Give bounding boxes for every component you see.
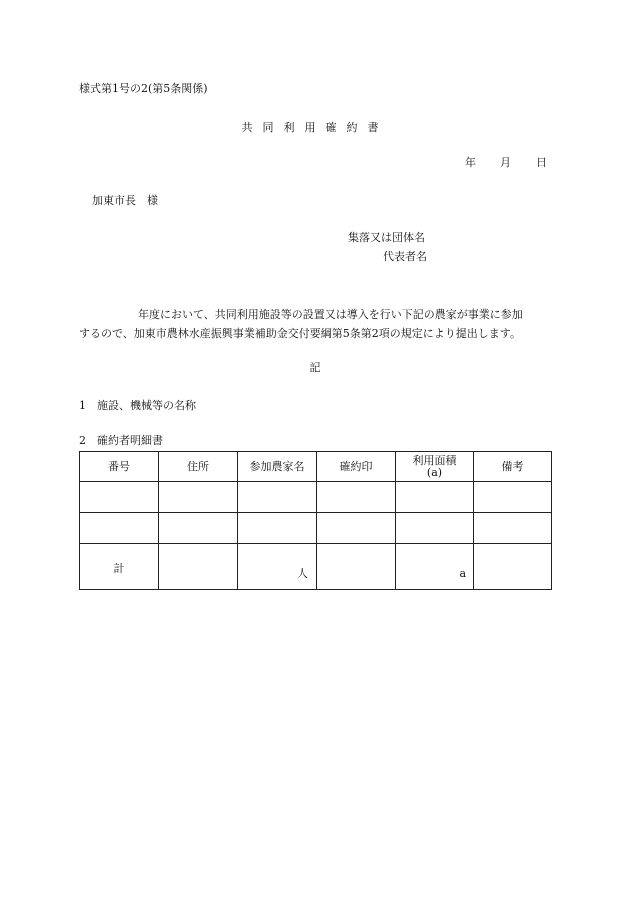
date-month-label: 月 bbox=[500, 156, 511, 169]
header-remarks: 備考 bbox=[474, 452, 552, 482]
cell-area[interactable] bbox=[396, 482, 474, 513]
total-remarks-cell[interactable] bbox=[474, 544, 552, 590]
cell-remarks[interactable] bbox=[474, 513, 552, 544]
document-title: 共同利用確約書 bbox=[241, 121, 389, 134]
total-label: 計 bbox=[113, 562, 125, 575]
header-seal: 確約印 bbox=[317, 452, 396, 482]
total-people-cell[interactable] bbox=[238, 544, 317, 590]
addressee: 加東市長 様 bbox=[92, 194, 158, 207]
cell-address[interactable] bbox=[159, 513, 238, 544]
pledger-table bbox=[79, 451, 552, 590]
total-address-cell bbox=[159, 544, 238, 590]
table-row bbox=[80, 513, 552, 544]
cell-area[interactable] bbox=[396, 513, 474, 544]
total-label-cell bbox=[80, 544, 159, 590]
date-day-label: 日 bbox=[536, 156, 547, 169]
cell-seal[interactable] bbox=[317, 482, 396, 513]
area-unit: a bbox=[459, 567, 466, 580]
table-header-row bbox=[80, 452, 552, 482]
total-seal-cell bbox=[317, 544, 396, 590]
cell-remarks[interactable] bbox=[474, 482, 552, 513]
header-area bbox=[396, 452, 474, 482]
group-name-label: 集落又は団体名 bbox=[348, 231, 425, 244]
body-paragraph bbox=[79, 305, 551, 343]
header-address: 住所 bbox=[159, 452, 238, 482]
form-number: 様式第1号の2(第5条関係) bbox=[79, 82, 208, 95]
header-area-label: 利用面積 bbox=[412, 453, 457, 467]
item-facility-name: 1 施設、機械等の名称 bbox=[79, 399, 196, 412]
item-pledger-details: 2 確約者明細書 bbox=[79, 434, 163, 447]
table-row bbox=[80, 482, 552, 513]
cell-seal[interactable] bbox=[317, 513, 396, 544]
body-line-2: するので、加東市農林水産振興事業補助金交付要綱第5条第2項の規定により提出します。 bbox=[79, 327, 521, 340]
cell-number[interactable] bbox=[80, 482, 159, 513]
header-area-unit: (a) bbox=[426, 465, 443, 479]
total-area-cell[interactable] bbox=[396, 544, 474, 590]
date-year-label: 年 bbox=[465, 156, 476, 169]
cell-farmer-name[interactable] bbox=[238, 482, 317, 513]
header-number: 番号 bbox=[80, 452, 159, 482]
ki-heading: 記 bbox=[309, 361, 321, 374]
cell-address[interactable] bbox=[159, 482, 238, 513]
cell-farmer-name[interactable] bbox=[238, 513, 317, 544]
representative-label: 代表者名 bbox=[383, 250, 427, 263]
people-unit: 人 bbox=[297, 567, 308, 580]
total-row bbox=[80, 544, 552, 590]
header-farmer-name: 参加農家名 bbox=[238, 452, 317, 482]
body-line-1: 年度において、共同利用施設等の設置又は導入を行い下記の農家が事業に参加 bbox=[138, 308, 523, 321]
cell-number[interactable] bbox=[80, 513, 159, 544]
